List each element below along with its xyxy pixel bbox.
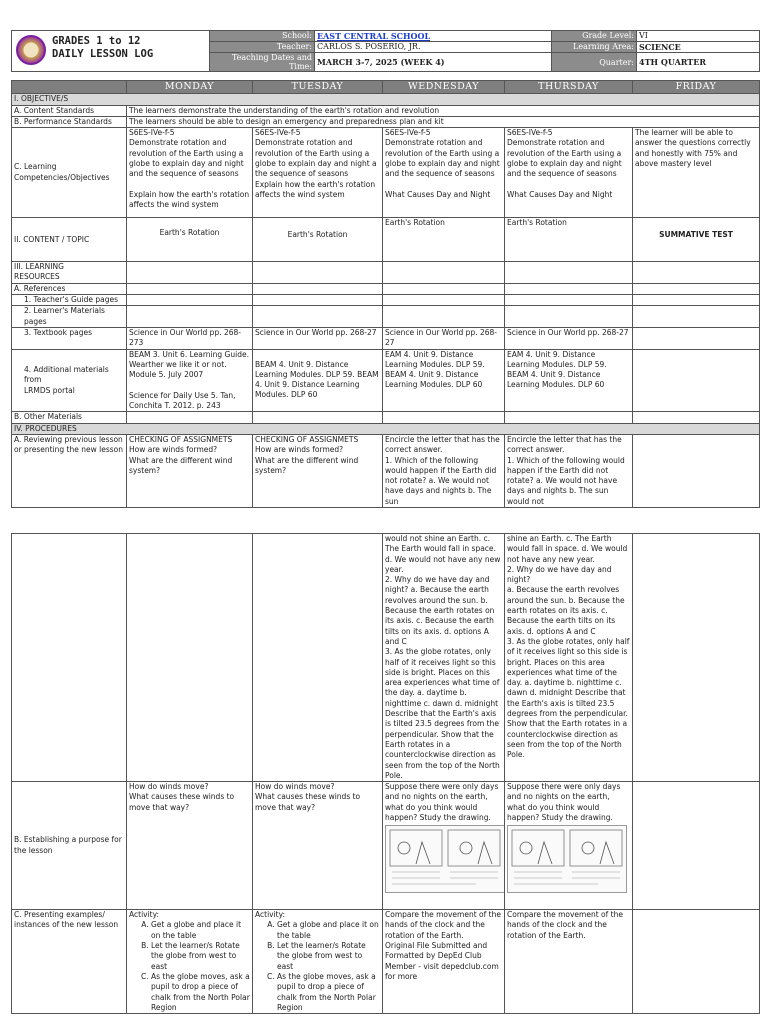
activity-tuesday-heading: Activity:: [255, 910, 286, 920]
content-standards-label: A. Content Standards: [12, 105, 127, 116]
quarter-label: Quarter:: [552, 53, 637, 72]
textbook-wednesday: Science in Our World pp. 268-27: [383, 327, 505, 349]
purpose-monday: How do winds move? What causes these winds to move that way?: [127, 782, 253, 910]
reviewing-label: A. Reviewing previous lesson or presenting the new lesson: [12, 434, 127, 507]
purpose-thursday: Suppose there were only days and no nights on the earth, what do you think would happen? Study the drawing.: [507, 782, 621, 823]
procedures-heading: IV. PROCEDURES: [12, 423, 760, 434]
day-header-wednesday: WEDNESDAY: [383, 81, 505, 94]
content-friday: SUMMATIVE TEST: [633, 218, 760, 262]
performance-standards-text: The learners should be able to design an emergency and preparedness plan and kit: [127, 116, 760, 127]
content-thursday: Earth's Rotation: [505, 218, 633, 262]
purpose-wednesday: Suppose there were only days and no nights on the earth, what do you think would happen? Study the drawing.: [385, 782, 499, 823]
content-wednesday: Earth's Rotation: [383, 218, 505, 262]
content-monday: Earth's Rotation: [127, 218, 253, 262]
activity-tuesday-step-b: B. Let the learner/s Rotate the globe from west to east: [277, 941, 380, 972]
header-title-cell: [12, 31, 210, 72]
review-thursday-part1: Encircle the letter that has the correct answer. 1. Which of the following would happen if the Earth did not rotate? a. We would not have days and nights b. The sun would not: [505, 434, 633, 507]
other-materials-label: B. Other Materials: [12, 412, 127, 423]
grade-value: VI: [637, 31, 760, 42]
day-header-tuesday: TUESDAY: [253, 81, 383, 94]
textbook-monday: Science in Our World pp. 268-273: [127, 327, 253, 349]
review-thursday-part2: shine an Earth. c. The Earth would fall in space. d. We would not have any new year. 2. Why do we have day and night? a. Because the earth revolves around the sun. b. Because the earth rotates on its axis. c. Because the earth tilts on its axis. d. options A and C 3. As the globe rotates, only half of it receives light so this side is bright. Places on this area experiences what time of the day. a. daytime b. nighttime c. dawn d. midnight Describe that the Earth's axis is tilted 23.5 degrees from the perpendicular. Show that the Earth rotates in a counterclockwise direction as seen from the top of the North Pole.: [505, 534, 633, 782]
review-wednesday-part2: would not shine an Earth. c. The Earth would fall in space. d. We would not have any new year. 2. Why do we have day and night? a. Because the earth revolves around the sun. b. Because the earth rotates on its axis. c. Because the earth tilts on its axis. d. options A and C 3. As the globe rotates, only half of it receives light so this side is bright. Places on this area experiences what time of the day. a. daytime b. nighttime c. dawn d. midnight Describe that the Earth's axis is tilted 23.5 degrees from the perpendicular. Show that the Earth rotates in a counterclockwise direction as seen from the top of the North Pole.: [383, 534, 505, 782]
purpose-label: B. Establishing a purpose for the lesson: [12, 782, 127, 910]
header-title-line2: DAILY LESSON LOG: [52, 48, 154, 60]
activity-monday-heading: Activity:: [129, 910, 160, 920]
learners-materials-label: 2. Learner's Materials pages: [12, 306, 127, 328]
area-label: Learning Area:: [552, 42, 637, 53]
header-title-line1: GRADES 1 to 12: [52, 35, 141, 47]
sketch-icon: [508, 826, 626, 892]
sketch-icon: [386, 826, 504, 892]
quarter-value: 4TH QUARTER: [637, 53, 760, 72]
school-label: School:: [210, 31, 315, 42]
teacher-label: Teacher:: [210, 42, 315, 53]
references-label: A. References: [12, 283, 127, 294]
day-header-friday: FRIDAY: [633, 81, 760, 94]
deped-seal-logo: [16, 35, 46, 65]
additional-monday: BEAM 3. Unit 6. Learning Guide. Wearther we like it or not. Module 5. July 2007 Science for Daily Use 5. Tan, Conchita T. 2012. p. 243: [127, 349, 253, 412]
activity-monday-step-b: B. Let the learner/s Rotate the globe from west to east: [151, 941, 250, 972]
purpose-tuesday: How do winds move? What causes these winds to move that way?: [253, 782, 383, 910]
dates-label: Teaching Dates and Time:: [210, 53, 315, 72]
teacher-value: CARLOS S. POSERIO, JR.: [315, 42, 552, 53]
performance-standards-label: B. Performance Standards: [12, 116, 127, 127]
examples-thursday: Compare the movement of the hands of the clock and the rotation of the Earth.: [505, 910, 633, 1014]
content-topic-label: II. CONTENT / TOPIC: [12, 218, 127, 262]
lesson-log-table-2: [11, 533, 760, 1014]
dates-value: MARCH 3-7, 2025 (WEEK 4): [315, 53, 552, 72]
examples-label: C. Presenting examples/ instances of the new lesson: [12, 910, 127, 1014]
additional-tuesday: BEAM 4. Unit 9. Distance Learning Modules. DLP 59. BEAM 4. Unit 9. Distance Learning Modules. DLP 60: [253, 349, 383, 412]
area-value: SCIENCE: [637, 42, 760, 53]
review-tuesday: CHECKING OF ASSIGNMETS How are winds formed? What are the different wind system?: [253, 434, 383, 507]
additional-thursday: EAM 4. Unit 9. Distance Learning Modules. DLP 59. BEAM 4. Unit 9. Distance Learning Modules. DLP 60: [505, 349, 633, 412]
textbook-tuesday: Science in Our World pp. 268-27: [253, 327, 383, 349]
activity-tuesday-step-c: C. As the globe moves, ask a pupil to drop a piece of chalk from the North Polar Region: [277, 972, 380, 1013]
day-night-drawing-image: [385, 825, 505, 893]
day-night-drawing-image-2: [507, 825, 627, 893]
learning-resources-label: III. LEARNING RESOURCES: [12, 262, 127, 284]
activity-monday: [127, 910, 253, 1014]
header-table: [11, 30, 760, 72]
review-wednesday-part1: Encircle the letter that has the correct answer. 1. Which of the following would happen if the Earth did not rotate? a. We would not have days and nights b. The sun: [383, 434, 505, 507]
textbook-thursday: Science in Our World pp. 268-27: [505, 327, 633, 349]
textbook-pages-label: 3. Textbook pages: [12, 327, 127, 349]
competencies-tuesday: S6ES-IVe-f-5 Demonstrate rotation and revolution of the Earth using a globe to explain day and night a the sequence of seasons Explain how the earth's rotation affects the wind system: [253, 128, 383, 218]
lesson-log-table-1: [11, 80, 760, 508]
teachers-guide-label: 1. Teacher's Guide pages: [12, 295, 127, 306]
day-header-monday: MONDAY: [127, 81, 253, 94]
competencies-wednesday: S6ES-IVe-f-5 Demonstrate rotation and revolution of the Earth using a globe to explain day and night and the sequence of seasons What Causes Day and Night: [383, 128, 505, 218]
content-standards-text: The learners demonstrate the understanding of the earth's rotation and revolution: [127, 105, 760, 116]
day-header-blank: [12, 81, 127, 94]
content-tuesday: Earth's Rotation: [253, 218, 383, 262]
activity-monday-step-a: A. Get a globe and place it on the table: [151, 920, 250, 941]
additional-wednesday: EAM 4. Unit 9. Distance Learning Modules. DLP 59. BEAM 4. Unit 9. Distance Learning Modules. DLP 60: [383, 349, 505, 412]
additional-materials-label: 4. Additional materials from LRMDS portal: [12, 349, 127, 412]
objectives-heading: I. OBJECTIVE/S: [12, 94, 760, 105]
competencies-label: C. Learning Competencies/Objectives: [12, 128, 127, 218]
activity-monday-step-c: C. As the globe moves, ask a pupil to drop a piece of chalk from the North Polar Region: [151, 972, 250, 1013]
examples-wednesday: Compare the movement of the hands of the clock and the rotation of the Earth. Original File Submitted and Formatted by DepEd Club Member - visit depedclub.com for more: [383, 910, 505, 1014]
activity-tuesday-step-a: A. Get a globe and place it on the table: [277, 920, 380, 941]
competencies-thursday: S6ES-IVe-f-5 Demonstrate rotation and revolution of the Earth using a globe to explain day and night and the sequence of seasons What Causes Day and Night: [505, 128, 633, 218]
school-link[interactable]: EAST CENTRAL SCHOOL: [317, 31, 431, 41]
grade-label: Grade Level:: [552, 31, 637, 42]
day-header-thursday: THURSDAY: [505, 81, 633, 94]
activity-tuesday: [253, 910, 383, 1014]
competencies-friday: The learner will be able to answer the questions correctly and honestly with 75% and above mastery level: [633, 128, 760, 218]
review-monday: CHECKING OF ASSIGNMETS How are winds formed? What are the different wind system?: [127, 434, 253, 507]
competencies-monday: S6ES-IVe-f-5 Demonstrate rotation and revolution of the Earth using a globe to explain day and night and the sequence of seasons Explain how the earth's rotation affects the wind system: [127, 128, 253, 218]
